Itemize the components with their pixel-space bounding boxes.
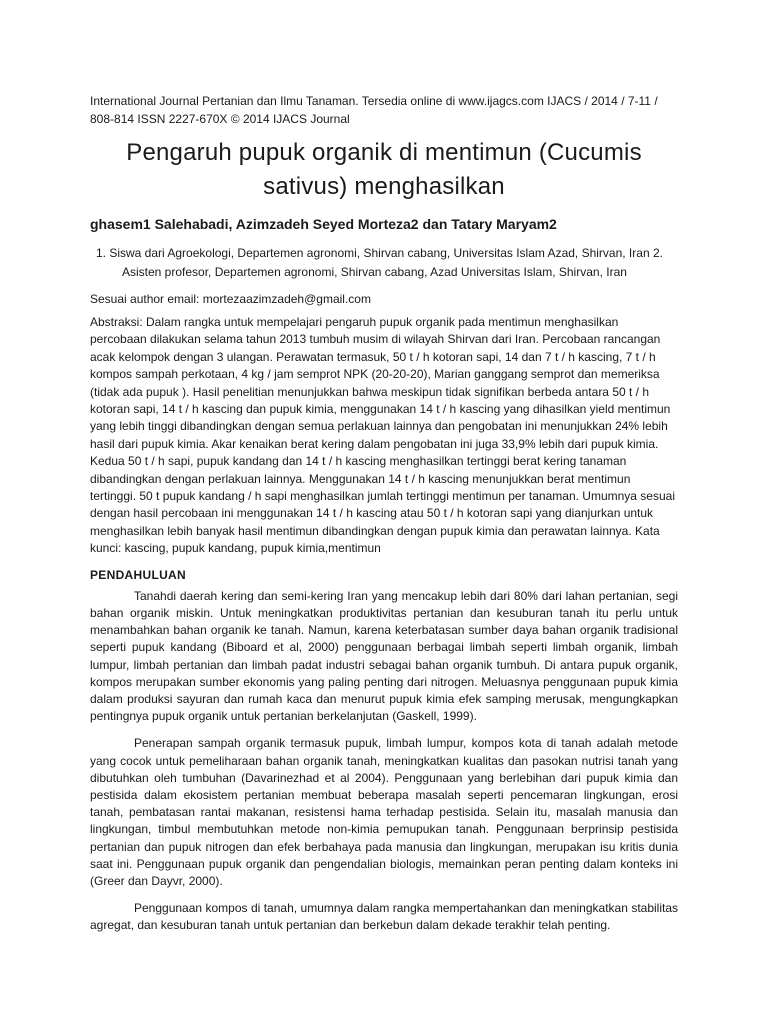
- article-title: Pengaruh pupuk organik di mentimun (Cucumis sativus) menghasilkan: [126, 139, 642, 200]
- intro-paragraph-3: Penggunaan kompos di tanah, umumnya dalam rangka mempertahankan dan meningkatkan stabilitas agregat, dan kesuburan tanah untuk pertanian dan berkebun dalam dekade terakhir telah penting.: [90, 901, 678, 933]
- section-heading-intro: PENDAHULUAN: [90, 567, 186, 582]
- journal-citation: International Journal Pertanian dan Ilmu Tanaman. Tersedia online di www.ijagcs.com IJACS / 2014 / 7-11 / 808-814 ISSN 2227-670X © 2014 IJACS Journal: [90, 94, 658, 126]
- document-page: [90, 92, 678, 945]
- affiliation-2: Asisten profesor, Departemen agronomi, Shirvan cabang, Azad Universitas Islam, Shirvan, Iran: [122, 265, 627, 279]
- abstract: Abstraksi: Dalam rangka untuk mempelajari pengaruh pupuk organik pada mentimun menghasilkan percobaan dilakukan selama tahun 2013 tumbuh musim di wilayah Shirvan dari Iran. Percobaan rancangan acak kelompok dengan 3 ulangan. Perawatan termasuk, 50 t / h kotoran sapi, 14 dan 7 t / h kascing, 7 t / h kompos sampah perkotaan, 4 kg / jam semprot NPK (20-20-20), Marian ganggang semprot dan memeriksa (tidak ada pupuk ). Hasil penelitian menunjukkan bahwa meskipun tidak signifikan berbeda antara 50 t / h kotoran sapi, 14 t / h kascing dan pupuk kimia, menggunakan 14 t / h kascing yang dihasilkan yield mentimun yang lebih tinggi dibandingkan dengan semua perlakuan lainnya dan pengobatan ini menunjukkan 24% lebih hasil dari pupuk kimia. Akar kenaikan berat kering dalam pengobatan ini juga 33,9% lebih dari pupuk kimia. Kedua 50 t / h sapi, pupuk kandang dan 14 t / h kascing menghasilkan tertinggi berat kering tanaman dibandingkan dengan perlakuan lainnya. Menggunakan 14 t / h kascing menunjukkan berat mentimun tertinggi. 50 t pupuk kandang / h sapi menghasilkan jumlah tertinggi mentimun per tanaman. Umumnya sesuai dengan hasil percobaan ini menggunakan 14 t / h kascing atau 50 t / h kotoran sapi yang dianjurkan untuk menghasilkan lebih banyak hasil mentimun dibandingkan dengan pupuk kimia dan perawatan lainnya. Kata kunci: kascing, pupuk kandang, pupuk kimia,mentimun: [90, 315, 675, 556]
- affiliations: [90, 244, 678, 282]
- intro-paragraph-1: Tanahdi daerah kering dan semi-kering Iran yang mencakup lebih dari 80% dari lahan pertanian, segi bahan organik miskin. Untuk meningkatkan produktivitas pertanian dan kesuburan tanah itu perlu untuk menambahkan bahan organik ke tanah. Namun, karena keterbatasan sumber daya bahan organik tradisional seperti pupuk kandang (Biboard et al, 2000) penggunaan berbagai limbah seperti limbah organik, limbah lumpur, limbah pertanian dan limbah padat industri sebagai bahan organik tumbuh. Di antara pupuk organik, kompos merupakan sumber ekonomis yang paling penting dari nitrogen. Meluasnya penggunaan pupuk kimia dalam produksi sayuran dan rumah kaca dan menurut pupuk kimia efek samping merusak, mengungkapkan pentingnya pupuk organik untuk pertanian berkelanjutan (Gaskell, 1999).: [90, 588, 678, 724]
- affiliation-1: 1. Siswa dari Agroekologi, Departemen agronomi, Shirvan cabang, Universitas Islam Azad, Shirvan, Iran 2.: [96, 246, 663, 260]
- author-list: ghasem1 Salehabadi, Azimzadeh Seyed Morteza2 dan Tatary Maryam2: [90, 216, 557, 232]
- author-email: Sesuai author email: mortezaazimzadeh@gmail.com: [90, 292, 371, 306]
- intro-paragraph-2: Penerapan sampah organik termasuk pupuk, limbah lumpur, kompos kota di tanah adalah metode yang cocok untuk pemeliharaan bahan organik tanah, meningkatkan kualitas dan pasokan nutrisi tanah yang dibutuhkan oleh tumbuhan (Davarinezhad et al 2004). Penggunaan yang berlebihan dari pupuk kimia dan pestisida dalam ekosistem pertanian membuat beberapa masalah seperti pencemaran lingkungan, erosi tanah, pembatasan rantai makanan, resistensi hama terhadap pestisida. Selain itu, masalah manusia dan lingkungan, timbul membutuhkan metode non-kimia pemupukan tanah. Penggunaan berprinsip pestisida pertanian dan pupuk nitrogen dan efek berbahaya pada manusia dan lingkungan, merupakan isu kritis dunia saat ini. Penggunaan pupuk organik dan pengendalian biologis, memainkan peran penting dalam konteks ini (Greer dan Dayvr, 2000).: [90, 736, 678, 888]
